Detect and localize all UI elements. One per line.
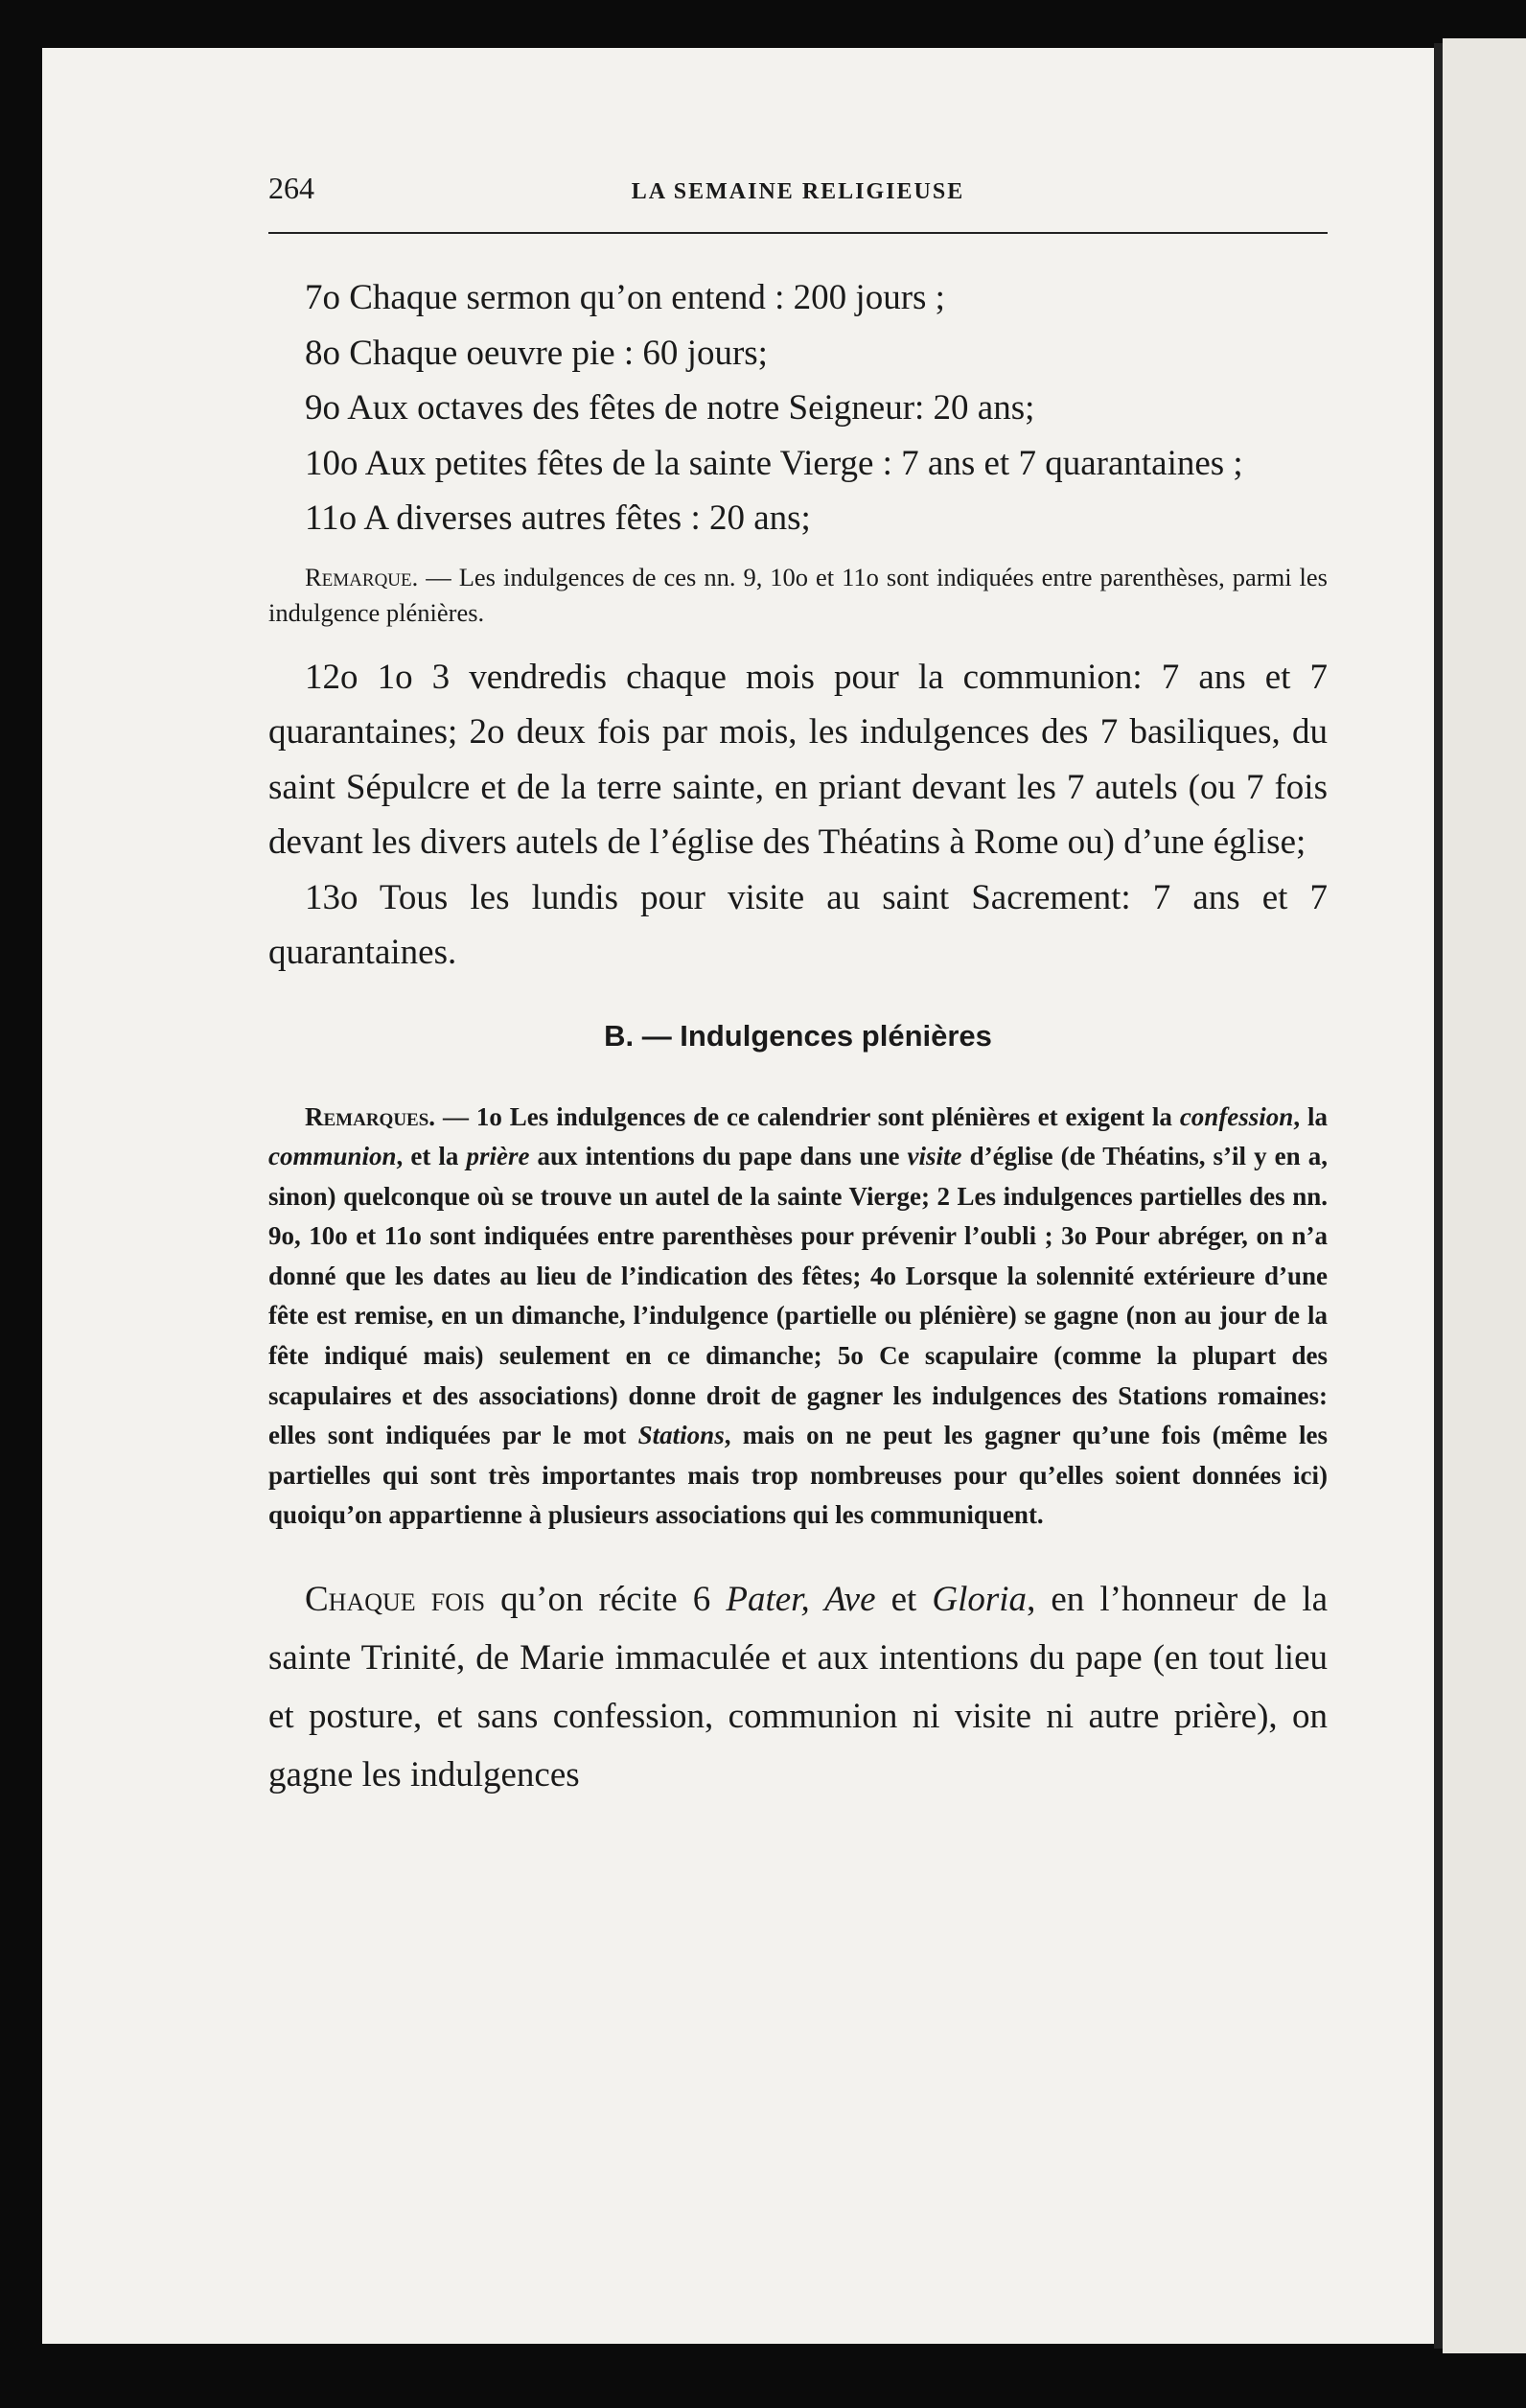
- item-10: 10o Aux petites fêtes de la sainte Vierge : 7 ans et 7 quarantaines ;: [305, 443, 1243, 483]
- remarques-text-5: d’église (de Théatins, s’il y en a, sinon) quelconque où se trouve un autel de la sainte Vierge; 2 Les indulgences partielles des nn. 9o, 10o et 11o sont indiquées entre parenthèses pour prévenir l’oubli ; 3o Pour abréger, on n’a donné que les dates au lieu de l’indication des fêtes; 4o Lorsque la solennité extérieure d’une fête est remise, en un dimanche, l’indulgence (partielle ou plénière) se gagne (non au jour de la fête indiqué mais) seulement en ce dimanche; 5o Ce scapulaire (comme la plupart des scapulaires et des associations) donne droit de gagner les indulgences des Stations romaines: elles sont indiquées par le mot: [268, 1142, 1328, 1450]
- remarque-label: Remarque.: [305, 562, 419, 591]
- page-number: 264: [268, 171, 314, 205]
- section-heading: B. — Indulgences plénières: [604, 1018, 992, 1053]
- running-head: [268, 171, 1328, 220]
- final-text-2: et: [875, 1580, 933, 1620]
- running-title: LA SEMAINE RELIGIEUSE: [631, 179, 965, 204]
- final-emph-pater-ave: Pater, Ave: [726, 1580, 876, 1620]
- item-11: 11o A diverses autres fêtes : 20 ans;: [305, 498, 811, 538]
- remarques-text-3: , et la: [396, 1142, 467, 1171]
- final-lead: Chaque fois: [305, 1580, 486, 1620]
- remarques-text-4: aux intentions du pape dans une: [529, 1142, 908, 1171]
- header-rule: [268, 232, 1328, 234]
- final-text-1: qu’on récite 6: [485, 1580, 727, 1620]
- remarques-note: [268, 1098, 1328, 1537]
- item-13: 13o Tous les lundis pour visite au saint Sacrement: 7 ans et 7 quarantaines.: [268, 877, 1328, 972]
- remarque-text: — Les indulgences de ces nn. 9, 10o et 11o sont indiquées entre parenthèses, parmi les indulgence plénières.: [268, 562, 1328, 627]
- item-7: 7o Chaque sermon qu’on entend : 200 jours ;: [305, 278, 945, 317]
- remarques-text-6: , mais on ne peut les gagner qu’une fois (même les partielles qui sont très importantes mais trop nombreuses pour qu’elles soient données ici) quoiqu’on appartienne à plusieurs associations qui les communiquent.: [268, 1421, 1328, 1530]
- remarques-emph-confession: confession: [1179, 1101, 1294, 1131]
- final-emph-gloria: Gloria: [932, 1580, 1028, 1620]
- remarques-emph-communion: communion: [268, 1142, 397, 1171]
- final-paragraph: [268, 1570, 1328, 1804]
- remarques-text-2: , la: [1293, 1101, 1328, 1131]
- item-12: 12o 1o 3 vendredis chaque mois pour la communion: 7 ans et 7 quarantaines; 2o deux fois par mois, les indulgences des 7 basiliques, du saint Sépulcre et de la terre sainte, en priant devant les 7 autels (ou 7 fois devant les divers autels de l’église des Théatins à Rome ou) d’une église;: [268, 657, 1328, 862]
- page-content: [268, 171, 1328, 1804]
- remarques-emph-priere: prière: [466, 1142, 530, 1171]
- remarques-text-1: — 1o Les indulgences de ce calendrier sont plénières et exigent la: [435, 1101, 1180, 1131]
- item-9: 9o Aux octaves des fêtes de notre Seigneur: 20 ans;: [305, 388, 1035, 428]
- remarques-emph-visite: visite: [907, 1142, 962, 1171]
- final-text-3: , en l’honneur de la sainte Trinité, de Marie immaculée et aux intentions du pape (en tout lieu et posture, et sans confession, communion ni visite ni autre prière), on gagne les indulgences: [268, 1580, 1328, 1795]
- remarques-label: Remarques.: [305, 1101, 436, 1131]
- item-8: 8o Chaque oeuvre pie : 60 jours;: [305, 333, 768, 373]
- remarque-note: [268, 560, 1328, 631]
- facing-page-edge: [1443, 38, 1526, 2353]
- remarques-emph-stations: Stations: [637, 1421, 725, 1450]
